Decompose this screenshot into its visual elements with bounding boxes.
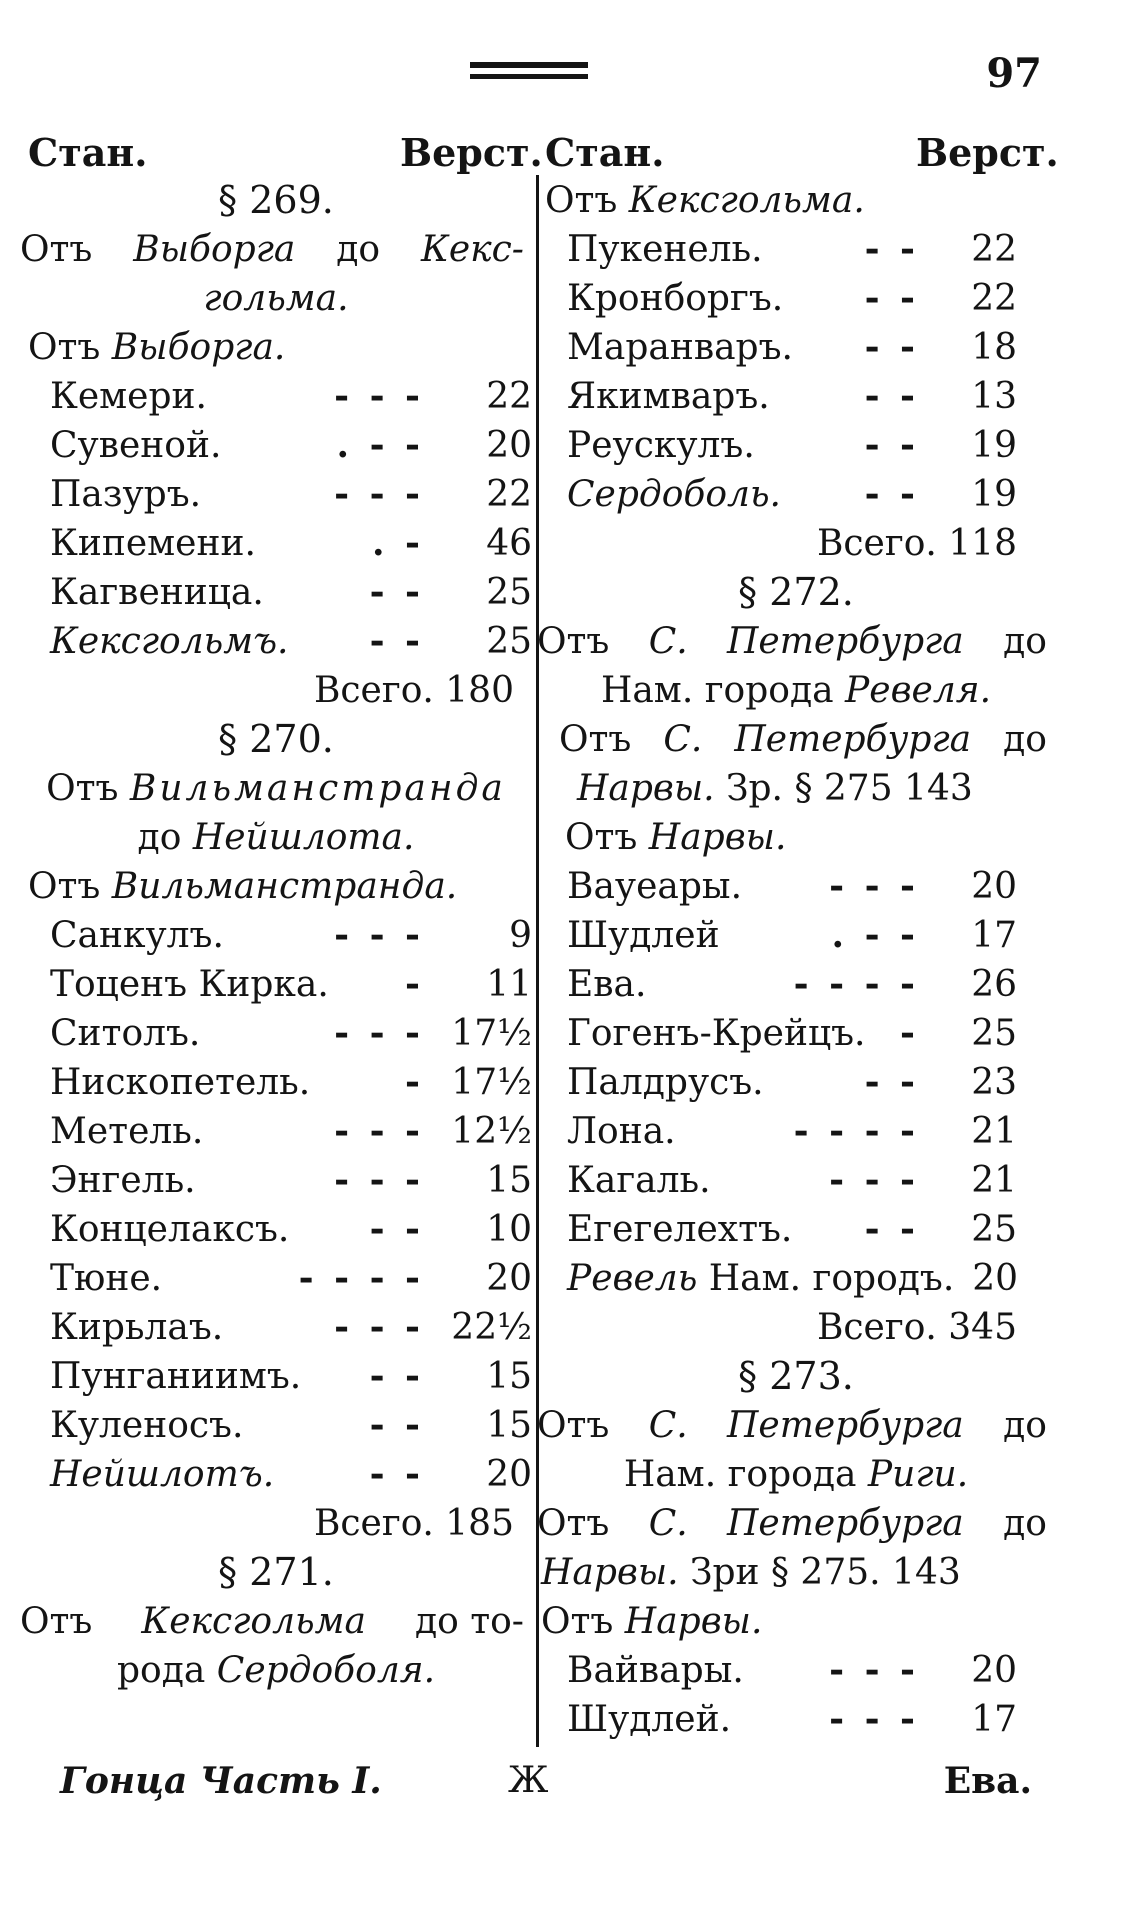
section-title: § 273. xyxy=(738,1354,854,1398)
route-heading-cont: Нам. города Ревеля. xyxy=(600,670,992,711)
route-heading: Отъ Выборга до Кекс- xyxy=(20,229,524,270)
station-row xyxy=(537,1107,1055,1156)
leader-dashes: - xyxy=(405,963,424,1005)
station-list xyxy=(537,862,1055,1254)
station-distance: 20 xyxy=(971,1650,1017,1691)
right-column xyxy=(537,176,1055,1744)
station-name: Пукенель. xyxy=(567,229,763,270)
section-total: Всего. 118 xyxy=(816,523,1017,564)
station-distance: 15 xyxy=(486,1160,532,1201)
origin-heading: Отъ Кексгольма. xyxy=(545,180,865,221)
leader-dashes: - - xyxy=(369,1453,424,1495)
leader-dashes: - - xyxy=(369,620,424,662)
station-row xyxy=(537,1646,1055,1695)
column-header-versts: Верст. xyxy=(916,130,1059,175)
leader-dashes: - - xyxy=(864,1208,919,1250)
station-row xyxy=(20,1009,532,1058)
station-distance: 46 xyxy=(486,523,532,564)
left-column xyxy=(20,176,532,1695)
station-distance: 17 xyxy=(971,915,1017,956)
station-name: Шудлей. xyxy=(567,1699,732,1740)
station-row xyxy=(20,1303,532,1352)
station-name: Тоценъ Кирка. xyxy=(50,964,329,1005)
station-name: Гогенъ-Крейцъ. xyxy=(567,1013,866,1054)
station-row xyxy=(20,1058,532,1107)
via-heading-cont: Нарвы. Зр. § 275 143 xyxy=(577,768,973,809)
station-distance: 22 xyxy=(486,474,532,515)
station-distance: 15 xyxy=(486,1356,532,1397)
station-row xyxy=(20,1107,532,1156)
station-row xyxy=(537,911,1055,960)
station-name: Кипемени. xyxy=(50,523,256,564)
leader-dashes: - - - xyxy=(829,865,919,907)
station-distance: 20 xyxy=(972,1258,1019,1299)
station-distance: 19 xyxy=(971,474,1017,515)
section-total: Всего. 180 xyxy=(313,670,514,711)
station-row xyxy=(537,225,1055,274)
leader-dashes: - - - xyxy=(334,1012,424,1054)
station-distance: 26 xyxy=(971,964,1017,1005)
station-distance: 25 xyxy=(971,1013,1017,1054)
station-name: Вауеары. xyxy=(567,866,743,907)
station-distance: 25 xyxy=(971,1209,1017,1250)
station-name: Нископетель. xyxy=(50,1062,311,1103)
station-distance: 13 xyxy=(971,376,1017,417)
station-name: Энгель. xyxy=(50,1160,196,1201)
station-name: Реускулъ. xyxy=(567,425,755,466)
leader-dashes: - - xyxy=(864,1061,919,1103)
station-distance: 23 xyxy=(971,1062,1017,1103)
station-distance: 19 xyxy=(971,425,1017,466)
page-footer xyxy=(60,1760,1060,1810)
station-distance: 22½ xyxy=(451,1307,532,1348)
station-distance: 25 xyxy=(486,621,532,662)
station-distance: 22 xyxy=(486,376,532,417)
leader-dashes: - - xyxy=(369,1404,424,1446)
station-row xyxy=(537,470,1055,519)
leader-dashes: - - xyxy=(864,375,919,417)
leader-dashes: - - xyxy=(864,326,919,368)
station-distance: 10 xyxy=(486,1209,532,1250)
station-distance: 18 xyxy=(971,327,1017,368)
route-heading: Отъ С. Петербурга до xyxy=(537,621,1047,662)
station-row xyxy=(537,1156,1055,1205)
station-row xyxy=(20,960,532,1009)
station-row xyxy=(20,421,532,470)
station-name: Концелаксъ. xyxy=(50,1209,290,1250)
catchword: Ева. xyxy=(943,1760,1032,1802)
station-row xyxy=(20,372,532,421)
station-row xyxy=(537,1254,1055,1303)
station-row xyxy=(537,323,1055,372)
leader-dashes: - - xyxy=(864,424,919,466)
station-row xyxy=(20,1401,532,1450)
leader-dashes: - - - - xyxy=(793,1110,919,1152)
via-heading-cont: Нарвы. Зри § 275. 143 xyxy=(541,1552,961,1593)
leader-dashes: - - xyxy=(369,571,424,613)
station-row xyxy=(537,1695,1055,1744)
route-heading-cont: рода Сердоболя. xyxy=(116,1650,436,1691)
leader-dashes: - - - xyxy=(334,1159,424,1201)
station-name: Куленосъ. xyxy=(50,1405,244,1446)
station-name: Кагаль. xyxy=(567,1160,711,1201)
section-title: § 269. xyxy=(218,178,334,222)
station-distance: 20 xyxy=(486,1454,532,1495)
station-list xyxy=(537,225,1055,519)
station-row xyxy=(20,568,532,617)
leader-dashes: - - - xyxy=(334,375,424,417)
station-row xyxy=(20,1254,532,1303)
station-name: Егегелехтъ. xyxy=(567,1209,793,1250)
route-heading-cont: Нам. города Риги. xyxy=(623,1454,969,1495)
station-name: Пунганиимъ. xyxy=(50,1356,302,1397)
leader-dashes: - - xyxy=(864,473,919,515)
station-distance: 17 xyxy=(971,1699,1017,1740)
leader-dashes: . - xyxy=(371,522,424,564)
leader-dashes: . - - xyxy=(831,914,919,956)
route-heading: Отъ Вильманстранда xyxy=(46,768,506,809)
station-name: Ева. xyxy=(567,964,647,1005)
station-row xyxy=(20,617,532,666)
station-name: Маранваръ. xyxy=(567,327,793,368)
leader-dashes: - - xyxy=(864,228,919,270)
leader-dashes: - - - xyxy=(334,914,424,956)
station-name: Лона. xyxy=(567,1111,676,1152)
station-distance: 20 xyxy=(486,425,532,466)
station-name: Шудлей xyxy=(567,915,720,956)
running-footer: Гонца Часть I. xyxy=(60,1760,382,1802)
station-distance: 11 xyxy=(486,964,532,1005)
station-row xyxy=(537,1009,1055,1058)
leader-dashes: - - xyxy=(369,1355,424,1397)
station-row xyxy=(20,1205,532,1254)
station-distance: 17½ xyxy=(451,1062,532,1103)
station-row xyxy=(537,1058,1055,1107)
leader-dashes: - - xyxy=(369,1208,424,1250)
station-row xyxy=(537,274,1055,323)
leader-dashes: . - - xyxy=(336,424,424,466)
leader-dashes: - - - xyxy=(334,473,424,515)
leader-dashes: - - - xyxy=(334,1110,424,1152)
station-row xyxy=(20,1352,532,1401)
origin-heading: Отъ Вильманстранда. xyxy=(28,866,458,907)
station-row xyxy=(537,1205,1055,1254)
station-name: Пазуръ. xyxy=(50,474,202,515)
station-name: Санкулъ. xyxy=(50,915,224,956)
header-rule xyxy=(470,62,588,68)
station-name: Тюне. xyxy=(50,1258,163,1299)
station-distance: 21 xyxy=(971,1160,1017,1201)
station-name: Ревель Нам. городъ. xyxy=(567,1258,955,1299)
route-heading: Отъ Кексгольма до то- xyxy=(20,1601,524,1642)
origin-heading: Отъ Выборга. xyxy=(28,327,286,368)
station-name: Вайвары. xyxy=(567,1650,744,1691)
station-name: Кексгольмъ. xyxy=(50,621,289,662)
section-title: § 271. xyxy=(218,1550,334,1594)
leader-dashes: - - - xyxy=(829,1649,919,1691)
station-list xyxy=(20,911,532,1499)
route-heading-cont: гольма. xyxy=(203,278,349,319)
leader-dashes: - - - xyxy=(334,1306,424,1348)
station-name: Якимваръ. xyxy=(567,376,770,417)
station-distance: 21 xyxy=(971,1111,1017,1152)
station-distance: 9 xyxy=(509,915,532,956)
route-heading-cont: до Нейшлота. xyxy=(137,817,415,858)
origin-heading: Отъ Нарвы. xyxy=(541,1601,763,1642)
station-name: Нейшлотъ. xyxy=(50,1454,275,1495)
signature-mark: Ж xyxy=(508,1760,549,1801)
station-row xyxy=(537,862,1055,911)
leader-dashes: - xyxy=(900,1012,919,1054)
station-row xyxy=(537,372,1055,421)
leader-dashes: - xyxy=(405,1061,424,1103)
station-distance: 22 xyxy=(971,278,1017,319)
section-total: Всего. 345 xyxy=(816,1307,1017,1348)
station-row xyxy=(20,1450,532,1499)
station-row xyxy=(537,421,1055,470)
via-heading: Отъ С. Петербурга до xyxy=(537,1503,1047,1544)
leader-dashes: - - - xyxy=(829,1698,919,1740)
station-name: Метель. xyxy=(50,1111,204,1152)
leader-dashes: - - - - xyxy=(298,1257,424,1299)
station-name: Сувеной. xyxy=(50,425,222,466)
column-header-stations: Стан. xyxy=(28,130,148,175)
station-list xyxy=(20,372,532,666)
station-distance: 17½ xyxy=(451,1013,532,1054)
column-header-versts: Верст. xyxy=(400,130,543,175)
station-distance: 20 xyxy=(971,866,1017,907)
page-number: 97 xyxy=(986,50,1042,97)
station-name: Кемери. xyxy=(50,376,207,417)
origin-heading: Отъ Нарвы. xyxy=(565,817,787,858)
station-distance: 22 xyxy=(971,229,1017,270)
header-rule xyxy=(470,74,588,79)
section-total: Всего. 185 xyxy=(313,1503,514,1544)
station-distance: 25 xyxy=(486,572,532,613)
station-row xyxy=(20,1156,532,1205)
station-row xyxy=(537,960,1055,1009)
station-distance: 15 xyxy=(486,1405,532,1446)
station-row xyxy=(20,519,532,568)
station-distance: 20 xyxy=(486,1258,532,1299)
leader-dashes: - - xyxy=(864,277,919,319)
station-name: Кронборгъ. xyxy=(567,278,784,319)
station-row xyxy=(20,470,532,519)
station-name: Кирьлаъ. xyxy=(50,1307,224,1348)
station-row xyxy=(20,911,532,960)
station-name: Палдрусъ. xyxy=(567,1062,764,1103)
via-heading: Отъ С. Петербурга до xyxy=(559,719,1047,760)
station-name: Ситолъ. xyxy=(50,1013,201,1054)
station-name: Сердоболь. xyxy=(567,474,781,515)
leader-dashes: - - - - xyxy=(793,963,919,1005)
column-header-stations: Стан. xyxy=(545,130,665,175)
section-title: § 270. xyxy=(218,717,334,761)
station-list xyxy=(537,1646,1055,1744)
route-heading: Отъ С. Петербурга до xyxy=(537,1405,1047,1446)
station-name: Кагвеница. xyxy=(50,572,264,613)
leader-dashes: - - - xyxy=(829,1159,919,1201)
section-title: § 272. xyxy=(738,570,854,614)
station-distance: 12½ xyxy=(451,1111,532,1152)
